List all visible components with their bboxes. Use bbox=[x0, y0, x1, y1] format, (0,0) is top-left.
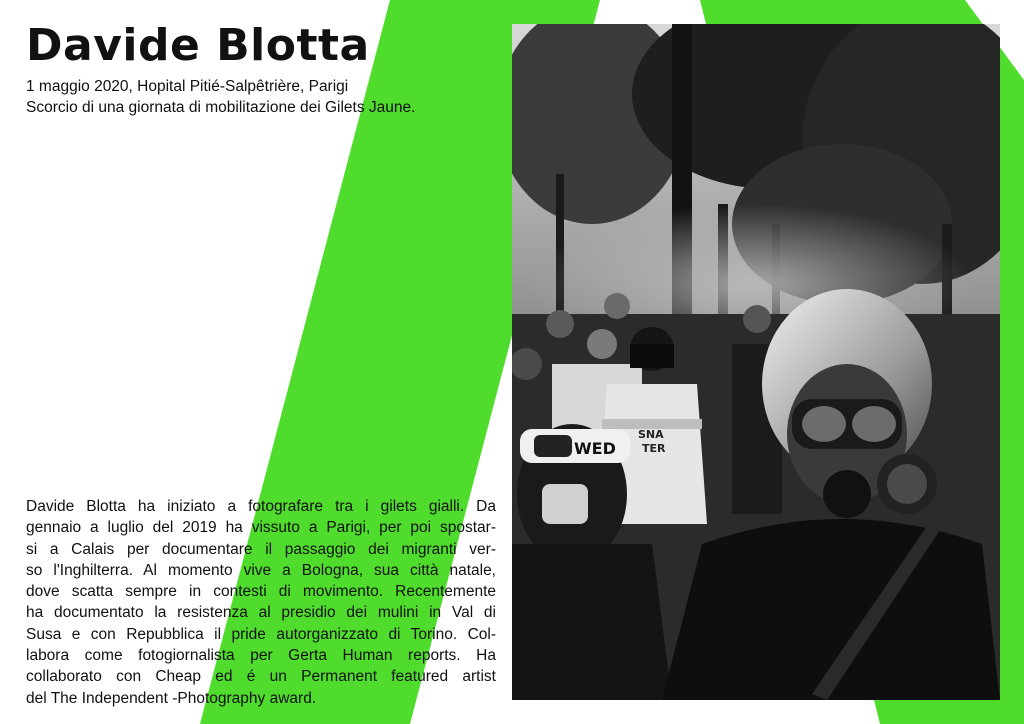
page-title: Davide Blotta bbox=[26, 20, 370, 71]
bio-line: so l'Inghilterra. Al momento vive a Bologna, sua città natale, bbox=[26, 561, 496, 579]
protest-photograph bbox=[512, 24, 1000, 700]
bio-line: dove scatta sempre in contesti di movimento. Recentemente bbox=[26, 583, 496, 601]
bio-line: Davide Blotta ha iniziato a fotografare tra i gilets gialli. Da bbox=[26, 498, 496, 515]
bio-line: gennaio a luglio del 2019 ha vissuto a Parigi, per poi spostar- bbox=[26, 519, 496, 537]
bio-line: labora come fotogiornalista per Gerta Human reports. Ha bbox=[26, 647, 496, 665]
bio-line: Susa e con Repubblica il pride autorganizzato di Torino. Col- bbox=[26, 625, 496, 643]
photo-illustration bbox=[512, 24, 1000, 700]
bio-line: si a Calais per documentare il passaggio dei migranti ver- bbox=[26, 540, 496, 558]
vest-text-bottom: TER bbox=[642, 442, 666, 455]
vest-text-top: SNA bbox=[638, 428, 664, 441]
bio-line: del The Independent -Photography award. bbox=[26, 689, 317, 707]
artist-biography bbox=[26, 496, 496, 709]
goggles-brand-text: WED bbox=[574, 439, 616, 458]
caption-date-location: 1 maggio 2020, Hopital Pitié-Salpêtrière, Parigi bbox=[26, 78, 349, 95]
bio-line: collaborato con Cheap ed é un Permanent featured artist bbox=[26, 668, 496, 686]
photo-caption bbox=[26, 76, 415, 118]
caption-description: Scorcio di una giornata di mobilitazione dei Gilets Jaune. bbox=[26, 99, 416, 116]
bio-line: ha documentato la resistenza al presidio dei mulini in Val di bbox=[26, 604, 496, 622]
